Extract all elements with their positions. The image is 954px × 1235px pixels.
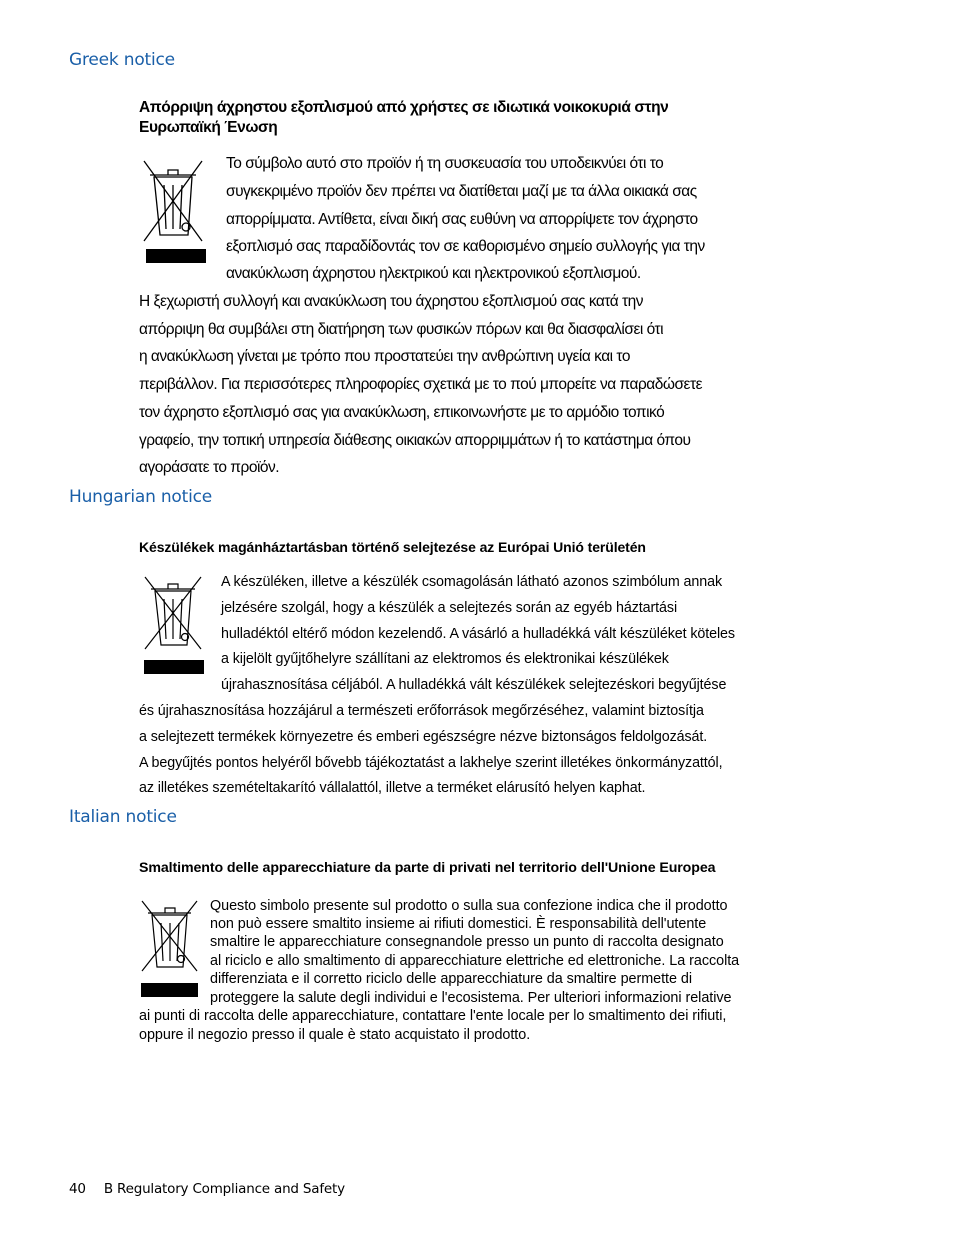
greek-line-11: γραφείο, την τοπική υπηρεσία διάθεσης οικιακών απορριμμάτων ή το κατάστημα όπου <box>139 432 691 449</box>
greek-line-4: εξοπλισμό σας παραδίδοντάς τον σε καθορισμένο σημείο συλλογής για την <box>226 238 705 255</box>
hungarian-line-5: újrahasznosítása céljából. A hulladékká vált készülékek selejtezéskori begyűjtése <box>221 677 727 693</box>
italian-notice-heading: Italian notice <box>69 807 177 827</box>
hungarian-line-4: a kijelölt gyűjtőhelyre szállítani az elektromos és elektronikai készülékek <box>221 651 669 667</box>
greek-line-3: απορρίμματα. Αντίθετα, είναι δική σας ευθύνη να απορρίψετε τον άχρηστο <box>226 211 698 228</box>
crossed-out-wheelie-bin-icon <box>140 155 210 267</box>
greek-subheading-line-2: Ευρωπαϊκή Ένωση <box>139 119 278 136</box>
greek-subheading-line-1: Απόρριψη άχρηστου εξοπλισμού από χρήστες σε ιδιωτικά νοικοκυριά στην <box>139 99 669 116</box>
italian-line-3: smaltire le apparecchiature consegnandole presso un punto di raccolta designato <box>210 934 724 950</box>
greek-line-8: η ανακύκλωση γίνεται με τρόπο που προστατεύει την ανθρώπινη υγεία και το <box>139 348 630 365</box>
crossed-out-wheelie-bin-icon <box>139 897 201 999</box>
greek-line-2: συγκεκριμένο προϊόν δεν πρέπει να διατίθεται μαζί με τα άλλα οικιακά σας <box>226 183 697 200</box>
greek-line-12: αγοράσατε το προϊόν. <box>139 459 280 476</box>
italian-line-2: non può essere smaltito insieme ai rifiuti domestici. È responsabilità dell'utente <box>210 916 707 932</box>
greek-notice-subheading <box>139 98 668 138</box>
greek-line-6: Η ξεχωριστή συλλογή και ανακύκλωση του άχρηστου εξοπλισμού σας κατά την <box>139 293 644 310</box>
greek-line-5: ανακύκλωση άχρηστου ηλεκτρικού και ηλεκτρονικού εξοπλισμού. <box>226 265 641 282</box>
hungarian-line-8: A begyűjtés pontos helyéről bővebb tájékoztatást a lakhelye szerint illetékes önkormányzattól, <box>139 755 723 771</box>
greek-notice-heading: Greek notice <box>69 50 175 70</box>
greek-line-7: απόρριψη θα συμβάλει στη διατήρηση των φυσικών πόρων και θα διασφαλίσει ότι <box>139 321 664 338</box>
italian-line-1: Questo simbolo presente sul prodotto o sulla sua confezione indica che il prodotto <box>210 898 728 914</box>
hungarian-line-9: az illetékes szemételtakarító vállalattól, illetve a terméket elárusító helyen kaphat. <box>139 780 646 796</box>
page-number: 40 <box>69 1181 86 1197</box>
crossed-out-wheelie-bin-icon <box>141 573 207 677</box>
hungarian-line-6: és újrahasznosítása hozzájárul a természeti erőforrások megőrzéséhez, valamint biztosítja <box>139 703 704 719</box>
footer-chapter-title: B Regulatory Compliance and Safety <box>103 1181 345 1197</box>
hungarian-line-1: A készüléken, illetve a készülék csomagolásán látható azonos szimbólum annak <box>221 574 723 590</box>
page-footer <box>69 1181 345 1197</box>
hungarian-line-7: a selejtezett termékek környezetre és emberi egészségre nézve biztonságos feldolgozását. <box>139 729 708 745</box>
hungarian-notice-subheading: Készülékek magánháztartásban történő selejtezése az Európai Unió területén <box>139 539 646 555</box>
italian-line-7: ai punti di raccolta delle apparecchiature, contattare l'ente locale per lo smaltimento dei rifiuti, <box>139 1008 727 1024</box>
hungarian-line-3: hulladéktól eltérő módon kezelendő. A vásárló a hulladékká vált készüléket köteles <box>221 626 735 642</box>
italian-line-8: oppure il negozio presso il quale è stato acquistato il prodotto. <box>139 1027 531 1043</box>
italian-line-4: al riciclo e allo smaltimento di apparecchiature elettriche ed elettroniche. La raccolta <box>210 953 740 969</box>
hungarian-line-2: jelzésére szolgál, hogy a készülék a selejtezés során az egyéb háztartási <box>221 600 678 616</box>
hungarian-notice-heading: Hungarian notice <box>69 487 213 507</box>
greek-line-1: Το σύμβολο αυτό στο προϊόν ή τη συσκευασία του υποδεικνύει ότι το <box>226 155 664 172</box>
italian-line-5: differenziata e il corretto riciclo delle apparecchiature da smaltire permette di <box>210 971 693 987</box>
greek-line-10: τον άχρηστο εξοπλισμό σας για ανακύκλωση, επικοινωνήστε με το αρμόδιο τοπικό <box>139 404 665 421</box>
greek-line-9: περιβάλλον. Για περισσότερες πληροφορίες σχετικά με το πού μπορείτε να παραδώσετε <box>139 376 702 393</box>
italian-line-6: proteggere la salute degli individui e l'ecosistema. Per ulteriori informazioni relative <box>210 990 732 1006</box>
italian-notice-subheading: Smaltimento delle apparecchiature da parte di privati nel territorio dell'Unione Europea <box>139 860 716 876</box>
